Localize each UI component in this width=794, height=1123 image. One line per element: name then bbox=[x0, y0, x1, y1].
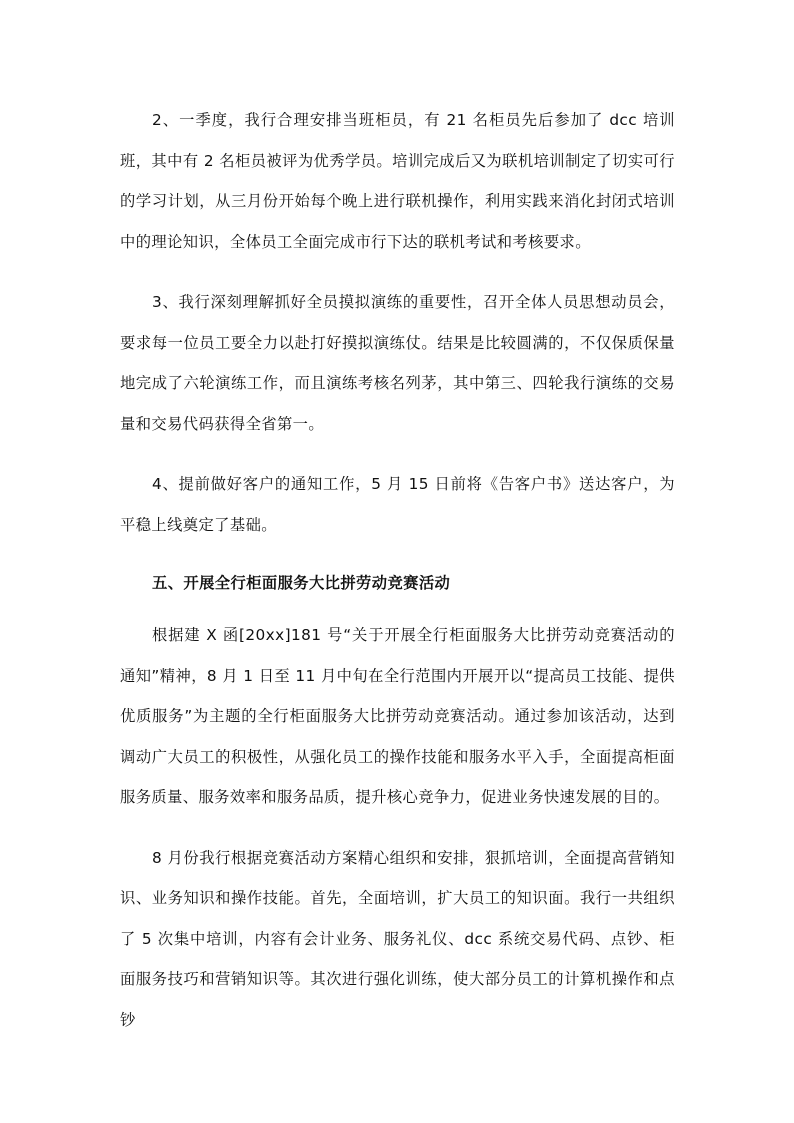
paragraph-item-3: 3、我行深刻理解抓好全员摸拟演练的重要性，召开全体人员思想动员会，要求每一位员工要全力以赴打好摸拟演练仗。结果是比较圆满的，不仅保质保量地完成了六轮演练工作，而且演练考核名列茅，其中第三、四轮我行演练的交易量和交易代码获得全省第一。 bbox=[120, 293, 675, 433]
paragraph-competition-notice: 根据建 X 函[20xx]181 号“关于开展全行柜面服务大比拼劳动竞赛活动的通知”精神，8 月 1 日至 11 月中旬在全行范围内开展开以“提高员工技能、提供优质服务”为主题的全行柜面服务大比拼劳动竞赛活动。通过参加该活动，达到调动广大员工的积极性，从强化员工的操作技能和服务水平入手，全面提高柜面服务质量、服务效率和服务品质，提升核心竞争力，促进业务快速发展的目的。 bbox=[120, 626, 675, 806]
paragraph-item-4: 4、提前做好客户的通知工作，5 月 15 日前将《告客户书》送达客户，为平稳上线奠定了基础。 bbox=[120, 475, 675, 534]
paragraph-august-training: 8 月份我行根据竞赛活动方案精心组织和安排，狠抓培训，全面提高营销知识、业务知识和操作技能。首先，全面培训，扩大员工的知识面。我行一共组织了 5 次集中培训，内容有会计业务、服务礼仪、dcc 系统交易代码、点钞、柜面服务技巧和营销知识等。其次进行强化训练，使大部分员工的计算机操作和点钞 bbox=[120, 848, 675, 1029]
section-heading: 五、开展全行柜面服务大比拼劳动竞赛活动 bbox=[152, 574, 451, 592]
document-body bbox=[120, 100, 675, 1040]
paragraph-item-2: 2、一季度，我行合理安排当班柜员，有 21 名柜员先后参加了 dcc 培训班，其中有 2 名柜员被评为优秀学员。培训完成后又为联机培训制定了切实可行的学习计划，从三月份开始每个晚上进行联机操作，利用实践来消化封闭式培训中的理论知识，全体员工全面完成市行下达的联机考试和考核要求。 bbox=[120, 111, 675, 251]
